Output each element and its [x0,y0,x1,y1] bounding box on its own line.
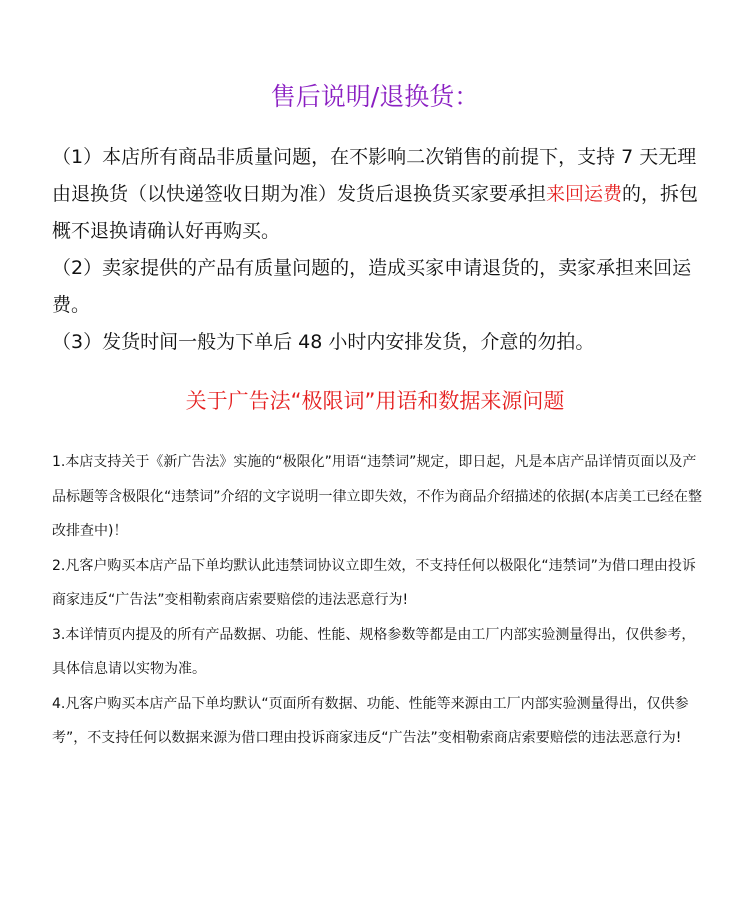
shipping-fee-highlight: 来回运费 [546,183,623,205]
after-sales-title: 售后说明/退换货： [270,82,480,111]
policy-item-3: （3）发货时间一般为下单后 48 小时内安排发货，介意的勿拍。 [52,331,595,353]
ad-law-title: 关于广告法“极限词”用语和数据来源问题 [185,389,565,413]
ad-law-item-2: 2.凡客户购买本店产品下单均默认此违禁词协议立即生效，不支持任何以极限化“违禁词”为借口理由投诉商家违反“广告法”变相勒索商店索要赔偿的违法恶意行为! [52,557,696,608]
ad-law-item-1: 1.本店支持关于《新广告法》实施的“极限化”用语“违禁词”规定，即日起，凡是本店产品详情页面以及产品标题等含极限化“违禁词”介绍的文字说明一律立即失效，不作为商品介绍描述的依据(本店美工已经在整改排查中)！ [52,454,702,539]
policy-item-1 [52,139,702,250]
policy-item-2: （2）卖家提供的产品有质量问题的，造成买家申请退货的，卖家承担来回运费。 [52,257,692,316]
after-sales-policy [52,139,702,361]
policy-item-1-tail: 的，拆包概不退换请确认好再购买。 [52,183,699,242]
ad-law-item-4: 4.凡客户购买本店产品下单均默认“页面所有数据、功能、性能等来源由工厂内部实验测量得出，仅供参考”，不支持任何以数据来源为借口理由投诉商家违反“广告法”变相勒索商店索要赔偿的违法恶意行为! [52,695,689,746]
ad-law-notice [52,445,704,756]
policy-item-1-text: （1）本店所有商品非质量问题，在不影响二次销售的前提下，支持 7 天无理由退换货（以快递签收日期为准）发货后退换货买家要承担 [52,146,697,205]
ad-law-item-3: 3.本详情页内提及的所有产品数据、功能、性能、规格参数等都是由工厂内部实验测量得出，仅供参考，具体信息请以实物为准。 [52,626,696,677]
